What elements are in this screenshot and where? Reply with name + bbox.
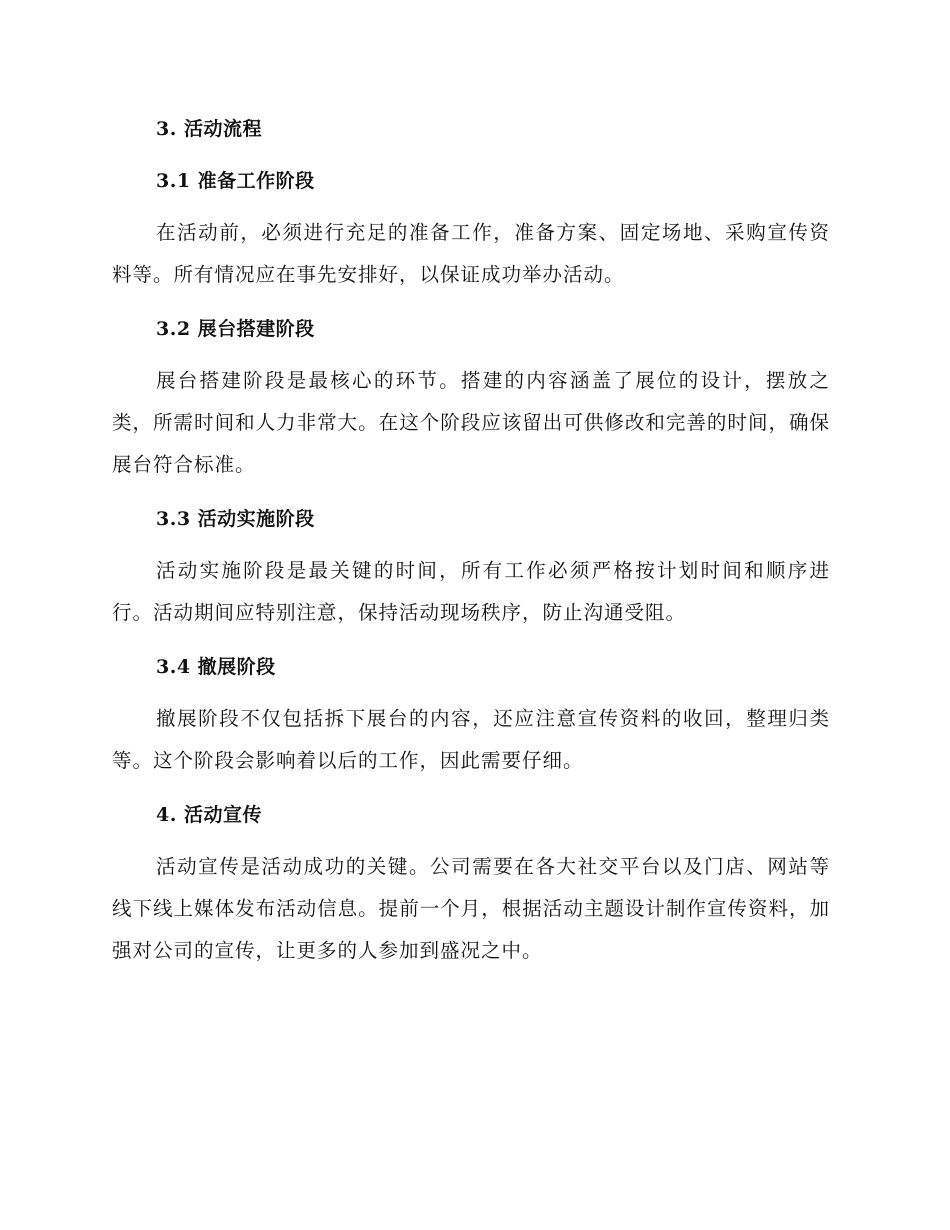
document-body bbox=[112, 108, 830, 984]
paragraph: 活动实施阶段是最关键的时间，所有工作必须严格按计划时间和顺序进行。活动期间应特别注意，保持活动现场秩序，防止沟通受阻。 bbox=[112, 559, 830, 624]
subsection-heading: 3.4 撤展阶段 bbox=[156, 656, 276, 678]
subsection-heading: 3.3 活动实施阶段 bbox=[156, 508, 315, 530]
subsection-heading: 3.2 展台搭建阶段 bbox=[156, 318, 315, 340]
section-heading: 4. 活动宣传 bbox=[156, 804, 262, 826]
subsection-heading: 3.1 准备工作阶段 bbox=[156, 170, 315, 192]
section-heading: 3. 活动流程 bbox=[156, 118, 262, 140]
paragraph: 展台搭建阶段是最核心的环节。搭建的内容涵盖了展位的设计，摆放之类，所需时间和人力非常大。在这个阶段应该留出可供修改和完善的时间，确保展台符合标准。 bbox=[112, 369, 830, 476]
paragraph: 活动宣传是活动成功的关键。公司需要在各大社交平台以及门店、网站等线下线上媒体发布活动信息。提前一个月，根据活动主题设计制作宣传资料，加强对公司的宣传，让更多的人参加到盛况之中。 bbox=[112, 855, 830, 962]
paragraph: 撤展阶段不仅包括拆下展台的内容，还应注意宣传资料的收回，整理归类等。这个阶段会影响着以后的工作，因此需要仔细。 bbox=[112, 707, 830, 772]
paragraph: 在活动前，必须进行充足的准备工作，准备方案、固定场地、采购宣传资料等。所有情况应在事先安排好，以保证成功举办活动。 bbox=[112, 221, 830, 286]
